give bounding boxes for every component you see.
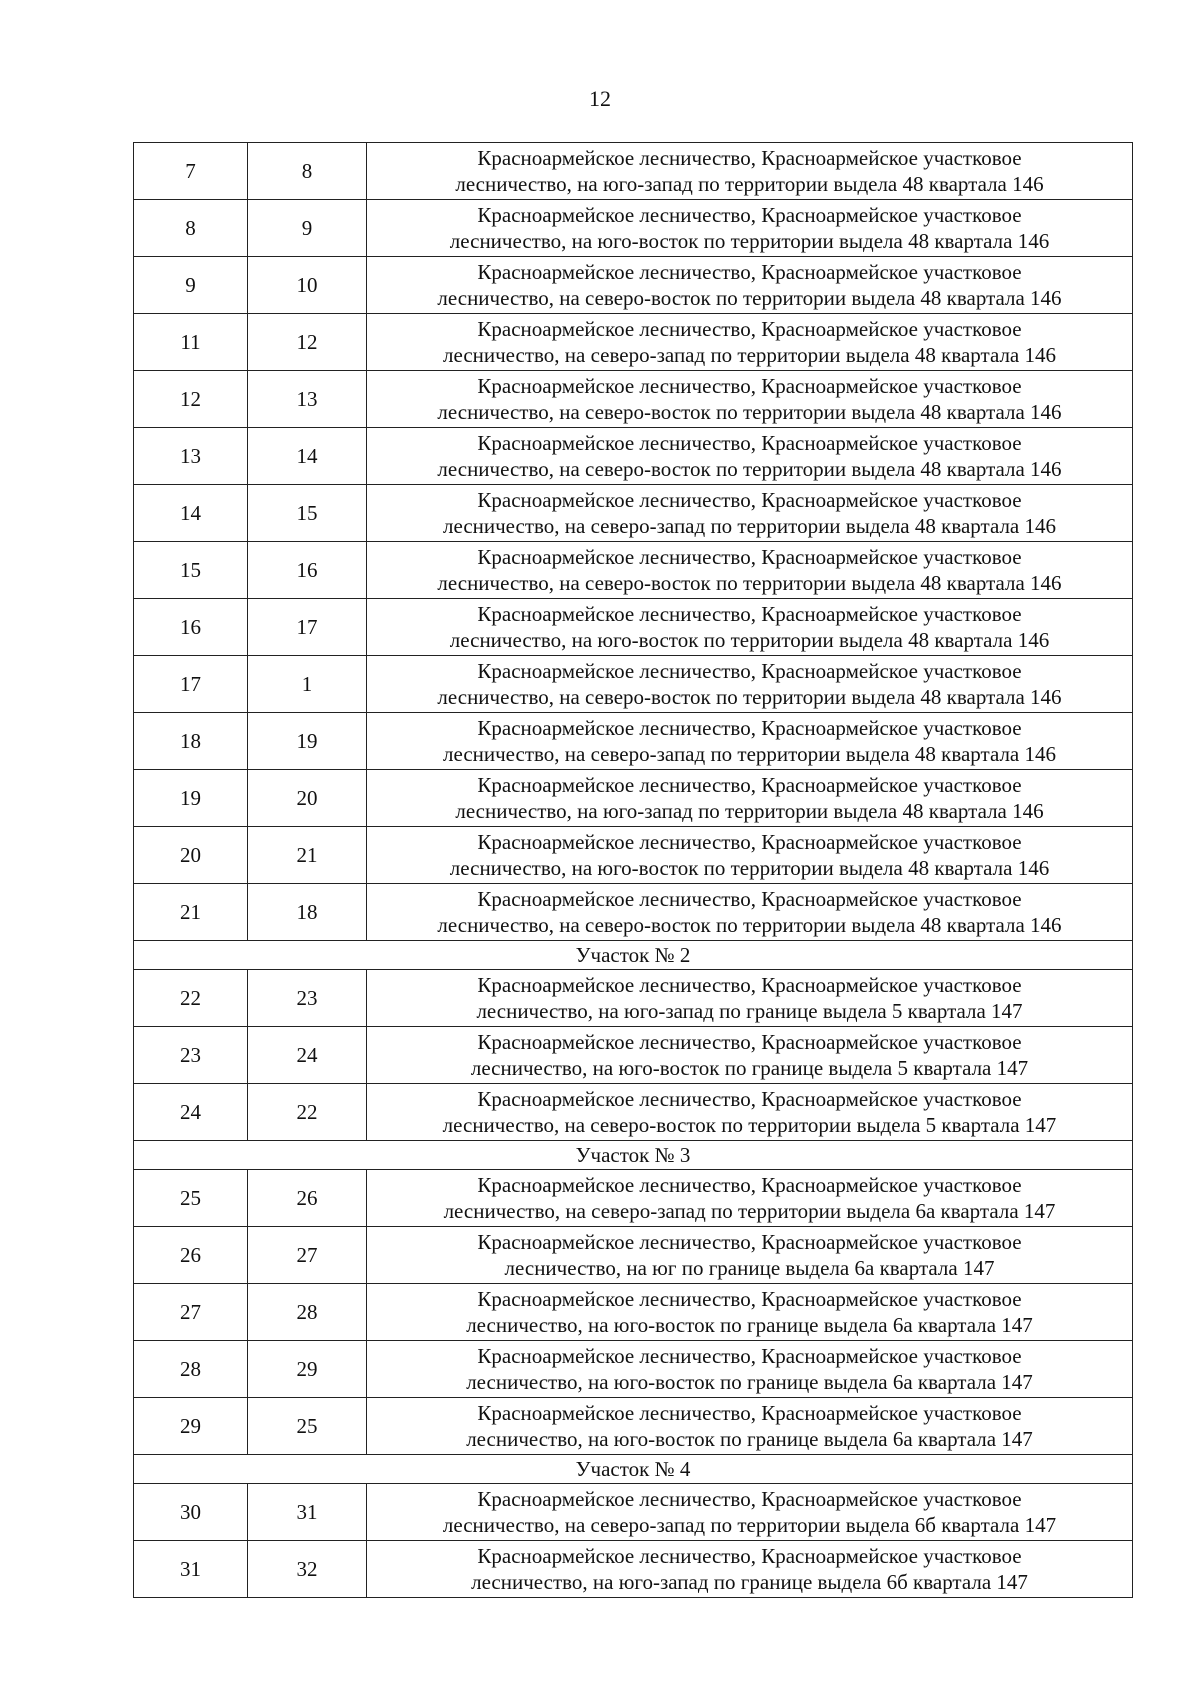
point-from: 25 — [134, 1170, 248, 1227]
point-from: 21 — [134, 884, 248, 941]
point-from: 22 — [134, 970, 248, 1027]
description-line-2: лесничество, на юго-запад по границе выдела 5 квартала 147 — [476, 999, 1023, 1023]
description-line-1: Красноармейское лесничество, Красноармейское участковое — [477, 1173, 1022, 1197]
description-line-2: лесничество, на юго-восток по территории выдела 48 квартала 146 — [449, 229, 1050, 253]
table-row — [134, 257, 1133, 314]
description-line-1: Красноармейское лесничество, Красноармейское участковое — [477, 317, 1022, 341]
boundary-description — [367, 599, 1133, 656]
boundary-description — [367, 970, 1133, 1027]
point-to: 15 — [248, 485, 367, 542]
description-line-1: Красноармейское лесничество, Красноармейское участковое — [477, 887, 1022, 911]
description-line-2: лесничество, на юго-восток по границе выдела 6а квартала 147 — [466, 1427, 1033, 1451]
boundary-description — [367, 257, 1133, 314]
boundary-description — [367, 1398, 1133, 1455]
boundary-description — [367, 1541, 1133, 1598]
description-line-2: лесничество, на юго-восток по территории выдела 48 квартала 146 — [449, 856, 1050, 880]
description-line-1: Красноармейское лесничество, Красноармейское участковое — [477, 1230, 1022, 1254]
description-line-1: Красноармейское лесничество, Красноармейское участковое — [477, 1030, 1022, 1054]
boundary-description — [367, 428, 1133, 485]
description-line-1: Красноармейское лесничество, Красноармейское участковое — [477, 488, 1022, 512]
description-line-1: Красноармейское лесничество, Красноармейское участковое — [477, 203, 1022, 227]
point-to: 18 — [248, 884, 367, 941]
point-to: 1 — [248, 656, 367, 713]
point-to: 19 — [248, 713, 367, 770]
description-line-2: лесничество, на северо-запад по территории выдела 48 квартала 146 — [443, 742, 1056, 766]
point-to: 17 — [248, 599, 367, 656]
point-from: 14 — [134, 485, 248, 542]
table-row — [134, 1484, 1133, 1541]
description-line-1: Красноармейское лесничество, Красноармейское участковое — [477, 716, 1022, 740]
point-from: 7 — [134, 143, 248, 200]
description-line-2: лесничество, на юго-восток по территории выдела 48 квартала 146 — [449, 628, 1050, 652]
section-title: Участок № 4 — [134, 1455, 1133, 1484]
boundary-description — [367, 371, 1133, 428]
point-to: 26 — [248, 1170, 367, 1227]
table-row — [134, 1084, 1133, 1141]
point-to: 12 — [248, 314, 367, 371]
boundary-description — [367, 485, 1133, 542]
boundary-description — [367, 143, 1133, 200]
description-line-2: лесничество, на юго-восток по границе выдела 6а квартала 147 — [466, 1370, 1033, 1394]
table-row — [134, 827, 1133, 884]
description-line-1: Красноармейское лесничество, Красноармейское участковое — [477, 1344, 1022, 1368]
description-line-1: Красноармейское лесничество, Красноармейское участковое — [477, 659, 1022, 683]
point-from: 15 — [134, 542, 248, 599]
section-row — [134, 941, 1133, 970]
boundary-table — [133, 142, 1133, 1598]
description-line-2: лесничество, на юго-запад по территории выдела 48 квартала 146 — [455, 172, 1044, 196]
table-row — [134, 1541, 1133, 1598]
boundary-description — [367, 770, 1133, 827]
boundary-description — [367, 656, 1133, 713]
boundary-description — [367, 1027, 1133, 1084]
description-line-2: лесничество, на юго-восток по границе выдела 5 квартала 147 — [470, 1056, 1029, 1080]
description-line-1: Красноармейское лесничество, Красноармейское участковое — [477, 1401, 1022, 1425]
point-from: 28 — [134, 1341, 248, 1398]
table-row — [134, 485, 1133, 542]
point-from: 27 — [134, 1284, 248, 1341]
description-line-1: Красноармейское лесничество, Красноармейское участковое — [477, 1087, 1022, 1111]
table-row — [134, 371, 1133, 428]
boundary-description — [367, 1284, 1133, 1341]
point-to: 9 — [248, 200, 367, 257]
description-line-2: лесничество, на северо-восток по территории выдела 5 квартала 147 — [442, 1113, 1057, 1137]
point-to: 29 — [248, 1341, 367, 1398]
description-line-2: лесничество, на северо-запад по территории выдела 48 квартала 146 — [443, 514, 1056, 538]
description-line-2: лесничество, на северо-восток по территории выдела 48 квартала 146 — [437, 571, 1062, 595]
boundary-description — [367, 713, 1133, 770]
boundary-description — [367, 827, 1133, 884]
point-from: 26 — [134, 1227, 248, 1284]
description-line-2: лесничество, на северо-запад по территории выдела 6а квартала 147 — [443, 1199, 1056, 1223]
point-from: 20 — [134, 827, 248, 884]
description-line-1: Красноармейское лесничество, Красноармейское участковое — [477, 830, 1022, 854]
description-line-2: лесничество, на северо-восток по территории выдела 48 квартала 146 — [437, 286, 1062, 310]
table-row — [134, 1027, 1133, 1084]
section-row — [134, 1455, 1133, 1484]
point-to: 8 — [248, 143, 367, 200]
page-number: 12 — [589, 86, 611, 111]
point-from: 12 — [134, 371, 248, 428]
table-row — [134, 200, 1133, 257]
point-to: 14 — [248, 428, 367, 485]
table-row — [134, 1170, 1133, 1227]
description-line-2: лесничество, на юго-запад по границе выдела 6б квартала 147 — [471, 1570, 1028, 1594]
point-from: 16 — [134, 599, 248, 656]
point-to: 28 — [248, 1284, 367, 1341]
table-row — [134, 599, 1133, 656]
description-line-2: лесничество, на северо-восток по территории выдела 48 квартала 146 — [437, 457, 1062, 481]
point-to: 31 — [248, 1484, 367, 1541]
table-row — [134, 713, 1133, 770]
point-to: 23 — [248, 970, 367, 1027]
table-row — [134, 884, 1133, 941]
point-to: 16 — [248, 542, 367, 599]
table-row — [134, 1398, 1133, 1455]
table-row — [134, 970, 1133, 1027]
description-line-1: Красноармейское лесничество, Красноармейское участковое — [477, 431, 1022, 455]
table-row — [134, 1227, 1133, 1284]
point-from: 23 — [134, 1027, 248, 1084]
boundary-description — [367, 1484, 1133, 1541]
description-line-1: Красноармейское лесничество, Красноармейское участковое — [477, 146, 1022, 170]
boundary-description — [367, 1170, 1133, 1227]
description-line-1: Красноармейское лесничество, Красноармейское участковое — [477, 1487, 1022, 1511]
description-line-2: лесничество, на юго-запад по территории выдела 48 квартала 146 — [455, 799, 1044, 823]
table-row — [134, 1284, 1133, 1341]
point-to: 24 — [248, 1027, 367, 1084]
description-line-1: Красноармейское лесничество, Красноармейское участковое — [477, 260, 1022, 284]
table-row — [134, 314, 1133, 371]
point-to: 13 — [248, 371, 367, 428]
point-from: 24 — [134, 1084, 248, 1141]
point-to: 25 — [248, 1398, 367, 1455]
point-from: 9 — [134, 257, 248, 314]
point-from: 8 — [134, 200, 248, 257]
description-line-1: Красноармейское лесничество, Красноармейское участковое — [477, 374, 1022, 398]
description-line-2: лесничество, на северо-восток по территории выдела 48 квартала 146 — [437, 400, 1062, 424]
table-row — [134, 1341, 1133, 1398]
table-row — [134, 542, 1133, 599]
boundary-description — [367, 1084, 1133, 1141]
boundary-description — [367, 200, 1133, 257]
description-line-1: Красноармейское лесничество, Красноармейское участковое — [477, 545, 1022, 569]
point-from: 31 — [134, 1541, 248, 1598]
boundary-description — [367, 884, 1133, 941]
description-line-2: лесничество, на юго-восток по границе выдела 6а квартала 147 — [466, 1313, 1033, 1337]
point-to: 20 — [248, 770, 367, 827]
table-body — [134, 143, 1133, 1598]
section-title: Участок № 3 — [134, 1141, 1133, 1170]
point-to: 22 — [248, 1084, 367, 1141]
point-from: 29 — [134, 1398, 248, 1455]
boundary-description — [367, 314, 1133, 371]
point-to: 21 — [248, 827, 367, 884]
description-line-1: Красноармейское лесничество, Красноармейское участковое — [477, 773, 1022, 797]
point-from: 30 — [134, 1484, 248, 1541]
description-line-1: Красноармейское лесничество, Красноармейское участковое — [477, 602, 1022, 626]
description-line-2: лесничество, на северо-запад по территории выдела 48 квартала 146 — [443, 343, 1056, 367]
table-row — [134, 143, 1133, 200]
point-from: 17 — [134, 656, 248, 713]
point-to: 27 — [248, 1227, 367, 1284]
boundary-description — [367, 1341, 1133, 1398]
point-to: 10 — [248, 257, 367, 314]
point-from: 19 — [134, 770, 248, 827]
description-line-2: лесничество, на юг по границе выдела 6а квартала 147 — [504, 1256, 995, 1280]
table-row — [134, 770, 1133, 827]
boundary-description — [367, 1227, 1133, 1284]
point-from: 18 — [134, 713, 248, 770]
description-line-2: лесничество, на северо-запад по территории выдела 6б квартала 147 — [442, 1513, 1057, 1537]
point-to: 32 — [248, 1541, 367, 1598]
description-line-2: лесничество, на северо-восток по территории выдела 48 квартала 146 — [437, 913, 1062, 937]
table-row — [134, 656, 1133, 713]
point-from: 11 — [134, 314, 248, 371]
section-row — [134, 1141, 1133, 1170]
description-line-2: лесничество, на северо-восток по территории выдела 48 квартала 146 — [437, 685, 1062, 709]
description-line-1: Красноармейское лесничество, Красноармейское участковое — [477, 973, 1022, 997]
table-row — [134, 428, 1133, 485]
section-title: Участок № 2 — [134, 941, 1133, 970]
description-line-1: Красноармейское лесничество, Красноармейское участковое — [477, 1287, 1022, 1311]
point-from: 13 — [134, 428, 248, 485]
description-line-1: Красноармейское лесничество, Красноармейское участковое — [477, 1544, 1022, 1568]
boundary-description — [367, 542, 1133, 599]
